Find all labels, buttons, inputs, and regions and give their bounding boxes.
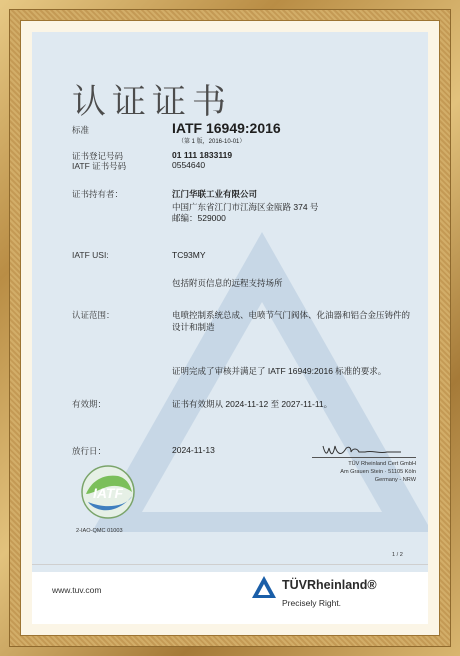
iatf-logo: [78, 462, 138, 522]
remote-support-note: 包括附页信息的远程支持场所: [172, 278, 283, 288]
reg-no-label: 证书登记号码: [72, 151, 124, 161]
issue-date-label: 放行日：: [72, 446, 107, 456]
usi-value: TC93MY: [172, 250, 206, 260]
iatf-logo-text: IATF: [92, 485, 124, 501]
website-link[interactable]: www.tuv.com: [52, 585, 102, 595]
tuv-brand-claim: Precisely Right.: [282, 598, 342, 608]
issuer-address: [312, 460, 416, 484]
validity-value: 证书有效期从 2024-11-12 至 2027-11-11。: [172, 399, 333, 409]
scope-line-2: 设计和制造: [172, 322, 215, 332]
validity-label: 有效期：: [72, 399, 107, 409]
holder-address: 中国广东省江门市江海区金瓯路 374 号: [172, 202, 319, 212]
signature-line: [312, 457, 416, 458]
certificate-title: 认证证书: [72, 82, 232, 122]
issuer-line-2: Am Grauen Stein · 51105 Köln: [340, 469, 416, 475]
issuer-line-3: Germany - NRW: [374, 477, 416, 483]
issuer-line-1: TÜV Rheinland Cert GmbH: [348, 461, 416, 467]
certificate-paper: [32, 32, 428, 624]
signature: [317, 440, 407, 462]
tuv-triangle-icon: [252, 576, 276, 598]
edition-value: （第 1 版，2016-10-01）: [178, 139, 246, 145]
tuv-brand-name: TÜVRheinland®: [282, 578, 377, 592]
holder-name: 江门华联工业有限公司: [172, 189, 258, 199]
page-number: 1 / 2: [392, 552, 403, 558]
holder-postcode: 邮编：529000: [172, 213, 226, 223]
iatf-logo-code: 2-IAO-QMC 01003: [76, 528, 123, 534]
reg-no-value: 01 111 1833119: [172, 150, 233, 160]
compliance-statement: 证明完成了审核并满足了 IATF 16949:2016 标准的要求。: [172, 366, 387, 376]
standard-label: 标准: [72, 125, 90, 135]
iatf-no-label: IATF 证书号码: [72, 161, 127, 171]
footer-divider: [32, 564, 428, 565]
holder-label: 证书持有者：: [72, 189, 124, 199]
issue-date-value: 2024-11-13: [172, 445, 215, 455]
iatf-no-value: 0554640: [172, 160, 206, 170]
scope-label: 认证范围：: [72, 310, 115, 320]
scope-line-1: 电喷控制系统总成、电喷节气门阀体、化油器和铝合金压铸件的: [172, 310, 411, 320]
standard-value: IATF 16949:2016: [172, 120, 281, 136]
usi-label: IATF USI:: [72, 250, 109, 260]
